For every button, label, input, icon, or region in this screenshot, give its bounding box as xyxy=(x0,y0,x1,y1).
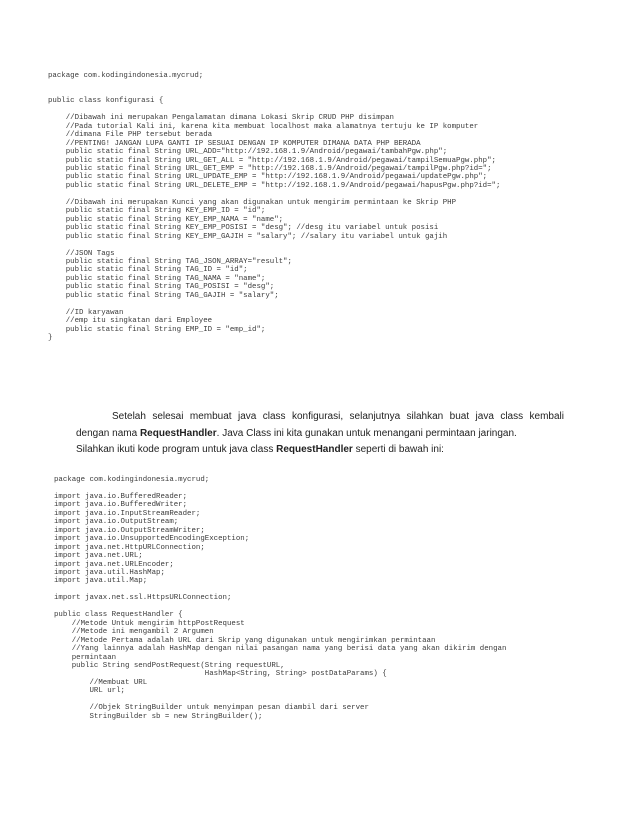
code-line: public static final String EMP_ID = "emp_id"; xyxy=(48,325,266,334)
code-line xyxy=(54,484,506,492)
code-line: import java.io.UnsupportedEncodingException; xyxy=(54,535,250,544)
code-line: public static final String TAG_ID = "id"; xyxy=(48,266,248,275)
code-line xyxy=(54,603,506,611)
code-line: //PENTING! JANGAN LUPA GANTI IP SESUAI DENGAN IP KOMPUTER DIMANA DATA PHP BERADA xyxy=(48,139,421,148)
code-line: //JSON Tags xyxy=(48,249,115,258)
code-line: URL url; xyxy=(54,687,125,696)
code-line: public static final String TAG_NAMA = "name"; xyxy=(48,274,266,283)
paragraph-text: . Java Class ini kita gunakan untuk menangani permintaan jaringan. xyxy=(216,427,517,439)
code-line: public String sendPostRequest(String requestURL, xyxy=(54,661,285,670)
code-line: public static final String URL_ADD="http://192.168.1.9/Android/pegawai/tambahPgw.php"; xyxy=(48,148,448,157)
code-line: //dimana File PHP tersebut berada xyxy=(48,131,213,140)
instruction-paragraph xyxy=(76,409,564,459)
code-line: //Dibawah ini merupakan Kunci yang akan digunakan untuk mengirim permintaan ke Skrip PHP xyxy=(48,198,457,207)
code-line xyxy=(54,696,506,704)
code-line: //Metode ini mengambil 2 Argumen xyxy=(54,628,214,637)
code-line: import java.io.OutputStreamWriter; xyxy=(54,526,205,535)
code-line: //Pada tutorial Kali ini, karena kita membuat localhost maka alamatnya tertuju ke IP komputer xyxy=(48,122,479,131)
code-line: //Objek StringBuilder untuk menyimpan pesan diambil dari server xyxy=(54,704,369,713)
code-line xyxy=(48,241,500,249)
code-line: public class RequestHandler { xyxy=(54,611,183,620)
code-line: public static final String KEY_EMP_POSISI = "desg"; //desg itu variabel untuk posisi xyxy=(48,224,439,233)
code-line: public static final String KEY_EMP_ID = "id"; xyxy=(48,207,266,216)
code-line: permintaan xyxy=(54,653,117,662)
code-line: package com.kodingindonesia.mycrud; xyxy=(54,476,210,484)
code-line xyxy=(48,80,500,88)
code-line: //Yang lainnya adalah HashMap dengan nilai pasangan nama yang berisi data yang akan dikirim dengan xyxy=(54,645,507,654)
code-line xyxy=(54,586,506,594)
paragraph-line-1: Setelah selesai membuat java class konfigurasi, selanjutnya silahkan buat java class kembali xyxy=(112,411,564,422)
code-line: import java.net.HttpURLConnection; xyxy=(54,543,205,552)
code-line: import java.net.URL; xyxy=(54,552,143,561)
code-line: } xyxy=(48,334,53,343)
code-line xyxy=(48,106,500,114)
code-line: import java.io.BufferedWriter; xyxy=(54,501,188,510)
code-line: import java.util.Map; xyxy=(54,577,148,586)
code-block-requesthandler xyxy=(54,476,506,721)
code-line xyxy=(48,89,500,97)
code-line: public class konfigurasi { xyxy=(48,97,164,106)
code-line: //Membuat URL xyxy=(54,678,148,687)
code-line: StringBuilder sb = new StringBuilder(); xyxy=(54,712,263,721)
code-line: import java.io.BufferedReader; xyxy=(54,492,188,501)
code-line xyxy=(48,190,500,198)
code-line: import java.util.HashMap; xyxy=(54,568,165,577)
code-line: public static final String URL_GET_ALL = "http://192.168.1.9/Android/pegawai/tampilSemuaPgw.php"; xyxy=(48,156,496,165)
code-line: public static final String URL_UPDATE_EMP = "http://192.168.1.9/Android/pegawai/updatePgw.php"; xyxy=(48,173,488,182)
code-line: package com.kodingindonesia.mycrud; xyxy=(48,72,204,80)
code-line: public static final String TAG_POSISI = "desg"; xyxy=(48,283,275,292)
paragraph-line-2 xyxy=(76,426,564,443)
paragraph-text: dengan nama xyxy=(76,427,140,439)
class-name-bold: RequestHandler xyxy=(276,444,353,455)
code-line: import java.io.InputStreamReader; xyxy=(54,509,201,518)
paragraph-text: seperti di bawah ini: xyxy=(352,444,444,455)
code-line: public static final String KEY_EMP_NAMA = "name"; xyxy=(48,215,284,224)
code-line: HashMap<String, String> postDataParams) { xyxy=(54,670,387,679)
class-name-bold: RequestHandler xyxy=(139,427,217,439)
code-line: public static final String URL_DELETE_EMP = "http://192.168.1.9/Android/pegawai/hapusPgw.php?id="; xyxy=(48,181,501,190)
code-line: public static final String TAG_JSON_ARRAY="result"; xyxy=(48,257,292,266)
code-line: public static final String TAG_GAJIH = "salary"; xyxy=(48,291,279,300)
code-line: //Metode Untuk mengirim httpPostRequest xyxy=(54,619,245,628)
code-line: public static final String URL_GET_EMP = "http://192.168.1.9/Android/pegawai/tampilPgw.php?id="; xyxy=(48,164,492,173)
code-block-konfigurasi xyxy=(48,72,500,343)
code-line: //emp itu singkatan dari Employee xyxy=(48,317,213,326)
code-line: //ID karyawan xyxy=(48,308,124,317)
code-line: import java.net.URLEncoder; xyxy=(54,560,174,569)
code-line: //Metode Pertama adalah URL dari Skrip yang digunakan untuk mengirimkan permintaan xyxy=(54,636,436,645)
code-line: //Dibawah ini merupakan Pengalamatan dimana Lokasi Skrip CRUD PHP disimpan xyxy=(48,114,394,123)
paragraph-line-3 xyxy=(76,442,564,459)
code-line: import javax.net.ssl.HttpsURLConnection; xyxy=(54,594,232,603)
code-line: import java.io.OutputStream; xyxy=(54,518,179,527)
code-line: public static final String KEY_EMP_GAJIH = "salary"; //salary itu variabel untuk gajih xyxy=(48,232,448,241)
code-line xyxy=(48,300,500,308)
paragraph-text: Silahkan ikuti kode program untuk java class xyxy=(76,444,277,455)
